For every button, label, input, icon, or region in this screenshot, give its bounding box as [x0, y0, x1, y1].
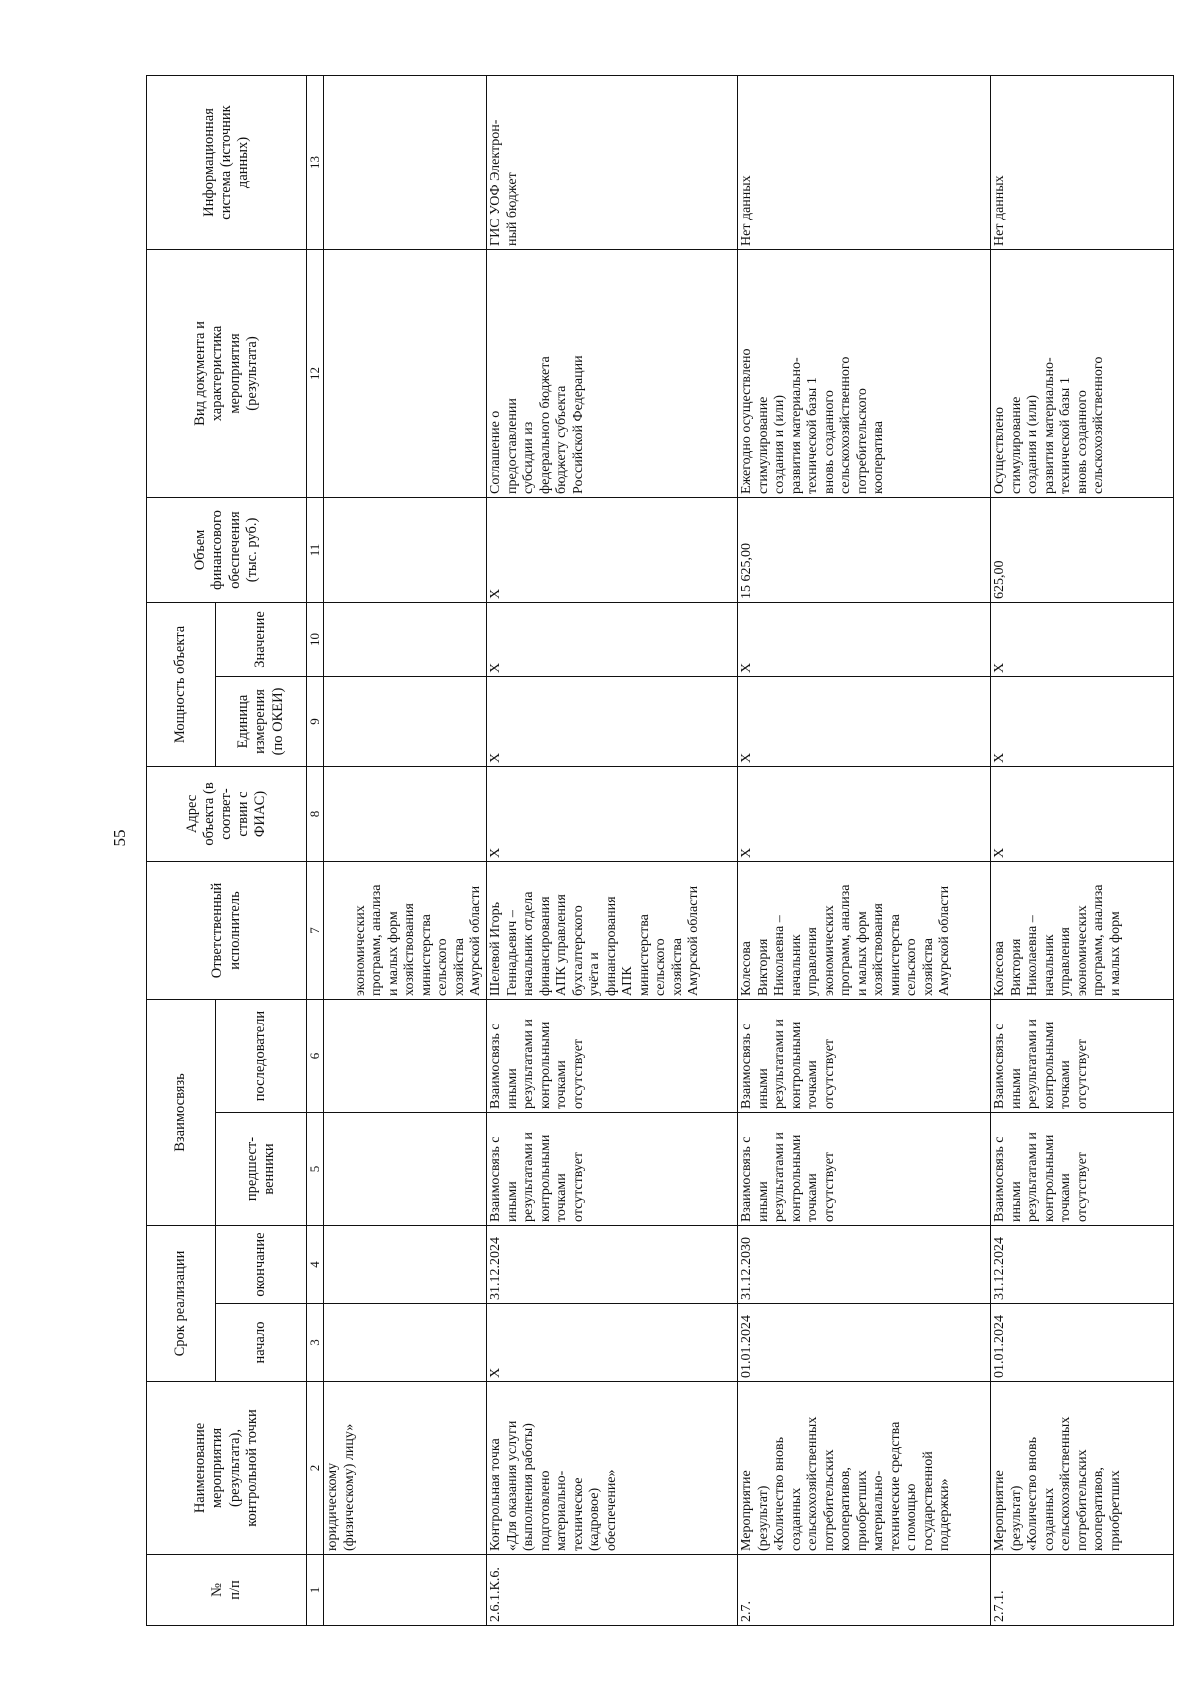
- column-number: 12: [307, 249, 324, 497]
- cell-system: Нет данных: [991, 75, 1174, 249]
- cell-unit: X: [991, 676, 1174, 766]
- header-start: начало: [216, 1304, 307, 1382]
- column-number: 5: [307, 1113, 324, 1226]
- cell-address: X: [991, 766, 1174, 861]
- cell-address: X: [487, 766, 738, 861]
- header-end: окончание: [216, 1226, 307, 1304]
- cell-end: 31.12.2024: [991, 1226, 1174, 1304]
- column-number: 8: [307, 766, 324, 861]
- cell-responsible: экономических программ, анализа и малых форм хозяйствования министерства сельского хозяйства Амурской области: [324, 861, 487, 999]
- header-prev: предшест- венники: [216, 1113, 307, 1226]
- cell-volume: [324, 497, 487, 602]
- column-number: 9: [307, 676, 324, 766]
- cell-doc: Ежегодно осуществлено стимулирование создания и (или) развития материально- технической базы 1 вновь созданного сельскохозяйственного потребительского кооператива: [738, 249, 991, 497]
- cell-next: [324, 999, 487, 1112]
- cell-start: 01.01.2024: [991, 1304, 1174, 1382]
- cell-prev: [324, 1113, 487, 1226]
- page-number: 55: [110, 829, 129, 847]
- cell-start: [324, 1304, 487, 1382]
- cell-value: X: [991, 602, 1174, 676]
- cell-start: 01.01.2024: [738, 1304, 991, 1382]
- cell-doc: [324, 249, 487, 497]
- header-address: Адрес объекта (в соответ- ствии с ФИАС): [147, 766, 307, 861]
- cell-value: [324, 602, 487, 676]
- cell-volume: 15 625,00: [738, 497, 991, 602]
- cell-unit: [324, 676, 487, 766]
- cell-next: Взаимосвязь с иными результатами и контрольными точками отсутствует: [738, 999, 991, 1112]
- column-numbers-row: [307, 75, 324, 1625]
- header-value: Значение: [216, 602, 307, 676]
- cell-prev: Взаимосвязь с иными результатами и контрольными точками отсутствует: [991, 1113, 1174, 1226]
- header-system: Информационная система (источник данных): [147, 75, 307, 249]
- cell-system: [324, 75, 487, 249]
- column-number: 3: [307, 1304, 324, 1382]
- cell-volume: X: [487, 497, 738, 602]
- cell-name: Контрольная точка «Для оказания услуги (выполнения работы) подготовлено материально- техническое (кадровое) обеспечение»: [487, 1382, 738, 1555]
- cell-value: X: [738, 602, 991, 676]
- cell-name: Мероприятие (результат) «Количество вновь созданных сельскохозяйственных потребительских кооперативов, приобретших материально- технические средства с помощью государственной поддержки»: [738, 1382, 991, 1555]
- column-number: 13: [307, 75, 324, 249]
- cell-num: 2.6.1.К.6.: [487, 1555, 738, 1626]
- cell-doc: Соглашение о предоставлении субсидии из федерального бюджета бюджету субъекта Российской Федерации: [487, 249, 738, 497]
- cell-unit: X: [487, 676, 738, 766]
- cell-system: ГИС УОФ Электрон- ный бюджет: [487, 75, 738, 249]
- cell-prev: Взаимосвязь с иными результатами и контрольными точками отсутствует: [487, 1113, 738, 1226]
- table-row: [991, 75, 1174, 1625]
- cell-unit: X: [738, 676, 991, 766]
- table-row: [487, 75, 738, 1625]
- column-number: 2: [307, 1382, 324, 1555]
- header-volume: Объем финансового обеспечения (тыс. руб.): [147, 497, 307, 602]
- cell-next: Взаимосвязь с иными результатами и контрольными точками отсутствует: [487, 999, 738, 1112]
- cell-next: Взаимосвязь с иными результатами и контрольными точками отсутствует: [991, 999, 1174, 1112]
- header-row-1: [147, 75, 216, 1625]
- cell-start: X: [487, 1304, 738, 1382]
- column-number: 1: [307, 1555, 324, 1626]
- column-number: 4: [307, 1226, 324, 1304]
- column-number: 11: [307, 497, 324, 602]
- header-next: последователи: [216, 999, 307, 1112]
- header-link: Взаимосвязь: [147, 999, 216, 1225]
- header-capacity: Мощность объекта: [147, 602, 216, 766]
- cell-num: 2.7.1.: [991, 1555, 1174, 1626]
- cell-address: X: [738, 766, 991, 861]
- cell-name: Мероприятие (результат) «Количество вновь созданных сельскохозяйственных потребительских кооперативов, приобретших: [991, 1382, 1174, 1555]
- header-responsible: Ответственный исполнитель: [147, 861, 307, 999]
- cell-volume: 625,00: [991, 497, 1174, 602]
- cell-address: [324, 766, 487, 861]
- cell-system: Нет данных: [738, 75, 991, 249]
- cell-doc: Осуществлено стимулирование создания и (или) развития материально- технической базы 1 вновь созданного сельскохозяйственного: [991, 249, 1174, 497]
- cell-end: 31.12.2030: [738, 1226, 991, 1304]
- cell-end: 31.12.2024: [487, 1226, 738, 1304]
- cell-num: [324, 1555, 487, 1626]
- cell-responsible: Колесова Виктория Николаевна – начальник управления экономических программ, анализа и малых форм: [991, 861, 1174, 999]
- column-number: 7: [307, 861, 324, 999]
- header-doc: Вид документа и характеристика мероприятия (результата): [147, 249, 307, 497]
- plan-table: [146, 75, 1174, 1626]
- cell-value: X: [487, 602, 738, 676]
- column-number: 6: [307, 999, 324, 1112]
- cell-end: [324, 1226, 487, 1304]
- cell-prev: Взаимосвязь с иными результатами и контрольными точками отсутствует: [738, 1113, 991, 1226]
- header-unit: Единица измерения (по ОКЕИ): [216, 676, 307, 766]
- cell-responsible: Колесова Виктория Николаевна – начальник управления экономических программ, анализа и малых форм хозяйствования министерства сельского хозяйства Амурской области: [738, 861, 991, 999]
- header-num: № п/п: [147, 1555, 307, 1626]
- cell-responsible: Шелевой Игорь Геннадьевич – начальник отдела финансирования АПК управления бухгалтерского учёта и финансирования АПК министерства сельского хозяйства Амурской области: [487, 861, 738, 999]
- header-period: Срок реализации: [147, 1226, 216, 1382]
- table-row: [324, 75, 487, 1625]
- header-name: Наименование мероприятия (результата), контрольной точки: [147, 1382, 307, 1555]
- rotated-sheet: [146, 76, 1156, 1626]
- cell-num: 2.7.: [738, 1555, 991, 1626]
- table-row: [738, 75, 991, 1625]
- column-number: 10: [307, 602, 324, 676]
- cell-name: юридическому (физическому) лицу»: [324, 1382, 487, 1555]
